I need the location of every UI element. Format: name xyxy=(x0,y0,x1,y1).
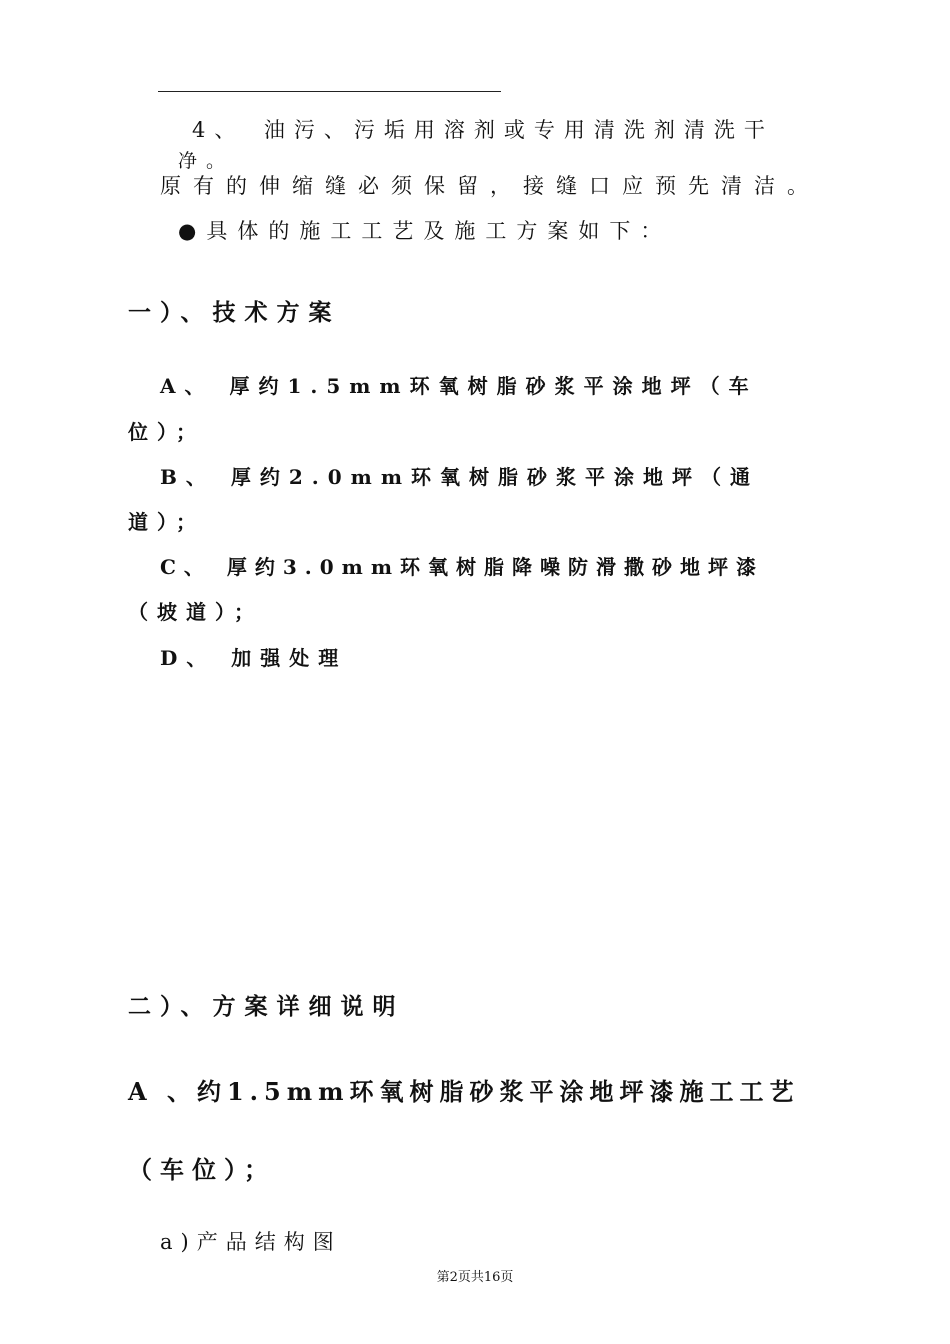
planD-line: D、 加强处理 xyxy=(160,646,348,670)
detailA-line2: （车位）； xyxy=(128,1155,276,1184)
item4-line1: 4、 油污、污垢用溶剂或专用清洗剂清洗干 xyxy=(192,118,774,142)
planB-line1: B、 厚约2.0mm环氧树脂砂浆平涂地坪（通 xyxy=(160,465,759,489)
planA-line2: 位）； xyxy=(128,420,205,444)
top-rule xyxy=(158,91,501,92)
bullet-line: ●具体的施工工艺及施工方案如下： xyxy=(178,219,672,243)
page-footer: 第2页共16页 xyxy=(436,1270,514,1285)
planC-line1: C、 厚约3.0mm环氧树脂降噪防滑撒砂地坪漆 xyxy=(160,555,764,579)
planA-line1: A、 厚约1.5mm环氧树脂砂浆平涂地坪（车 xyxy=(160,374,758,398)
planB-line2: 道）； xyxy=(128,510,205,534)
section1-title: 一）、技术方案 xyxy=(128,299,341,326)
product-structure-label: a)产品结构图 xyxy=(160,1230,342,1254)
joint-line: 原有的伸缩缝必须保留，接缝口应预先清洁。 xyxy=(160,174,820,198)
item4-line2: 净。 xyxy=(178,150,235,172)
planC-line2: （坡道）； xyxy=(128,600,263,624)
section2-title: 二）、方案详细说明 xyxy=(128,993,405,1020)
detailA-line1: A 、约1.5mm环氧树脂砂浆平涂地坪漆施工工艺 xyxy=(128,1077,800,1106)
